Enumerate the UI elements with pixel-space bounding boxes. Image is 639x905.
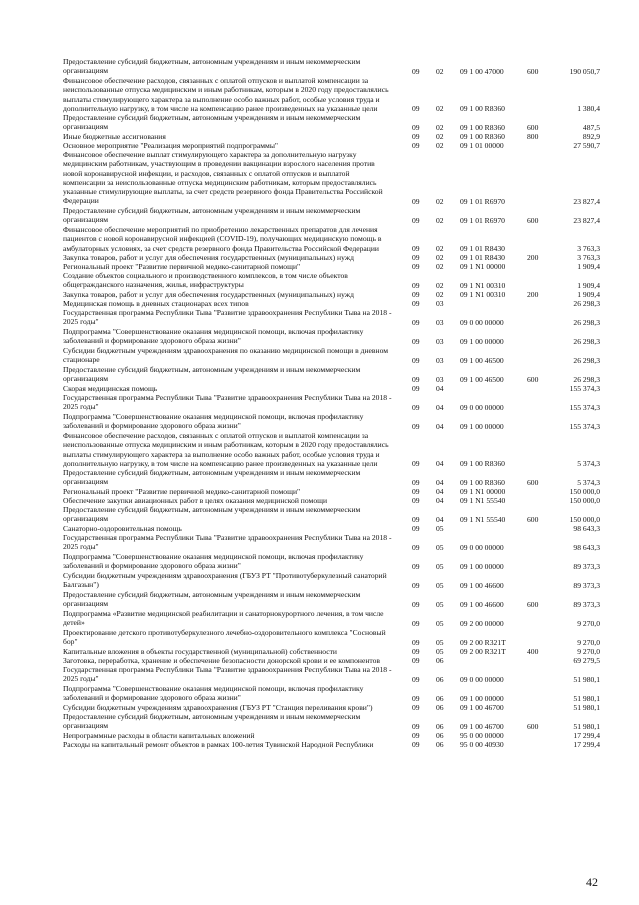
subsection-code: 05 bbox=[436, 637, 444, 647]
expense-name: Финансовое обеспечение выплат стимулирующего характера за дополнительную нагрузку медицинским работникам, участвующим в проведении вакцинации взрослого населения против новой коронавирусной инфекции, и расходов, связанных с оплатой отпусков и выплатой компенсации за неиспользованные отпуска медицинским работникам, которым предоставлялись указанные стимулирующие выплаты, за счет средств резервного фонда Правительства Российской Федерации bbox=[63, 150, 383, 206]
section-code: 09 bbox=[412, 131, 420, 141]
subsection-code: 05 bbox=[436, 580, 444, 590]
amount: 51 980,1 bbox=[573, 674, 600, 684]
expense-name: Финансовое обеспечение мероприятий по приобретению лекарственных препаратов для лечения пациентов с новой коронавирусной инфекцией (COVID-19), получающих медицинскую помощь в амбулаторных условиях, за счет средств резервного фонда Правительства Российской Федерации bbox=[63, 225, 382, 253]
section-code: 09 bbox=[412, 542, 420, 552]
expense-name: Предоставление субсидий бюджетным, автономным учреждениям и иным некоммерческим организациям bbox=[63, 712, 361, 731]
subsection-code: 03 bbox=[436, 317, 444, 327]
subsection-code: 05 bbox=[436, 561, 444, 571]
subsection-code: 06 bbox=[436, 674, 444, 684]
section-code: 09 bbox=[412, 702, 420, 712]
table-row bbox=[0, 571, 639, 590]
target-article-code: 09 1 N1 00310 bbox=[460, 280, 506, 290]
section-code: 09 bbox=[412, 421, 420, 431]
amount: 89 373,3 bbox=[573, 580, 600, 590]
expense-name: Предоставление субсидий бюджетным, автономным учреждениям и иным некоммерческим организациям bbox=[63, 468, 361, 487]
table-row bbox=[0, 712, 639, 731]
section-code: 09 bbox=[412, 637, 420, 647]
expense-name: Предоставление субсидий бюджетным, автономным учреждениям и иным некоммерческим организациям bbox=[63, 365, 361, 384]
table-row bbox=[0, 505, 639, 524]
amount: 150 000,0 bbox=[569, 495, 600, 505]
table-row bbox=[0, 76, 639, 113]
expense-name: Государственная программа Республики Тыва "Развитие здравоохранения Республики Тыва на 2018 - 2025 годы" bbox=[63, 308, 392, 327]
target-article-code: 09 1 00 R8360 bbox=[460, 122, 505, 132]
amount: 51 980,1 bbox=[573, 721, 600, 731]
expense-type-code: 600 bbox=[527, 477, 539, 487]
target-article-code: 09 1 00 R8360 bbox=[460, 131, 505, 141]
expense-name: Иные бюджетные ассигнования bbox=[63, 132, 166, 141]
expense-name: Государственная программа Республики Тыва "Развитие здравоохранения Республики Тыва на 2018 - 2025 годы" bbox=[63, 533, 392, 552]
subsection-code: 02 bbox=[436, 140, 444, 150]
table-row bbox=[0, 609, 639, 628]
target-article-code: 09 1 01 R8430 bbox=[460, 252, 505, 262]
target-article-code: 09 1 00 00000 bbox=[460, 336, 504, 346]
table-row bbox=[0, 647, 639, 656]
expense-name: Подпрограмма "Совершенствование оказания медицинской помощи, включая профилактику заболеваний и формирование здорового образа жизни" bbox=[63, 552, 364, 571]
expense-type-code: 200 bbox=[527, 289, 539, 299]
table-row bbox=[0, 141, 639, 150]
subsection-code: 04 bbox=[436, 402, 444, 412]
table-row bbox=[0, 487, 639, 496]
target-article-code: 09 1 00 46700 bbox=[460, 721, 504, 731]
table-row bbox=[0, 468, 639, 487]
section-code: 09 bbox=[412, 140, 420, 150]
expense-type-code: 600 bbox=[527, 721, 539, 731]
section-code: 09 bbox=[412, 739, 420, 749]
table-row bbox=[0, 740, 639, 749]
expense-type-code: 600 bbox=[527, 374, 539, 384]
section-code: 09 bbox=[412, 383, 420, 393]
expense-type-code: 800 bbox=[527, 131, 539, 141]
section-code: 09 bbox=[412, 458, 420, 468]
table-row bbox=[0, 132, 639, 141]
amount: 23 827,4 bbox=[573, 196, 600, 206]
expense-name: Капитальные вложения в объекты государственной (муниципальной) собственности bbox=[63, 647, 337, 656]
section-code: 09 bbox=[412, 289, 420, 299]
target-article-code: 09 1 00 46500 bbox=[460, 355, 504, 365]
amount: 9 270,0 bbox=[577, 618, 600, 628]
target-article-code: 09 1 01 R8430 bbox=[460, 243, 505, 253]
section-code: 09 bbox=[412, 693, 420, 703]
amount: 190 050,7 bbox=[569, 66, 600, 76]
subsection-code: 02 bbox=[436, 122, 444, 132]
target-article-code: 09 0 00 00000 bbox=[460, 542, 504, 552]
table-row bbox=[0, 327, 639, 346]
amount: 51 980,1 bbox=[573, 693, 600, 703]
section-code: 09 bbox=[412, 561, 420, 571]
table-row bbox=[0, 393, 639, 412]
expense-name: Финансовое обеспечение расходов, связанных с оплатой отпусков и выплатой компенсации за неиспользованные отпуска медицинским и иным работникам, которым в 2020 году предоставлялись выплаты стимулирующего характера за выполнение особо важных работ, особые условия труда и дополнительную нагрузку, в том числе на компенсацию ранее произведенных на указанные цели bbox=[63, 431, 389, 468]
expense-name: Обеспечение закупки авиационных работ в целях оказания медицинской помощи bbox=[63, 496, 328, 505]
table-row bbox=[0, 412, 639, 431]
section-code: 09 bbox=[412, 486, 420, 496]
amount: 98 643,3 bbox=[573, 542, 600, 552]
table-row bbox=[0, 365, 639, 384]
subsection-code: 04 bbox=[436, 383, 444, 393]
amount: 26 298,3 bbox=[573, 298, 600, 308]
table-row bbox=[0, 150, 639, 206]
amount: 17 299,4 bbox=[573, 730, 600, 740]
subsection-code: 02 bbox=[436, 196, 444, 206]
expense-name: Предоставление субсидий бюджетным, автономным учреждениям и иным некоммерческим организациям bbox=[63, 206, 361, 225]
expense-type-code: 200 bbox=[527, 252, 539, 262]
table-row bbox=[0, 308, 639, 327]
target-article-code: 09 2 00 00000 bbox=[460, 618, 504, 628]
amount: 51 980,1 bbox=[573, 702, 600, 712]
subsection-code: 04 bbox=[436, 421, 444, 431]
target-article-code: 09 1 N1 55540 bbox=[460, 514, 506, 524]
subsection-code: 02 bbox=[436, 243, 444, 253]
expense-name: Основное мероприятие "Реализация мероприятий подпрограммы" bbox=[63, 141, 279, 150]
table-row bbox=[0, 656, 639, 665]
amount: 155 374,3 bbox=[569, 383, 600, 393]
target-article-code: 09 0 00 00000 bbox=[460, 674, 504, 684]
subsection-code: 05 bbox=[436, 542, 444, 552]
expense-type-code: 600 bbox=[527, 122, 539, 132]
target-article-code: 95 0 00 40930 bbox=[460, 739, 504, 749]
section-code: 09 bbox=[412, 402, 420, 412]
subsection-code: 03 bbox=[436, 298, 444, 308]
section-code: 09 bbox=[412, 730, 420, 740]
amount: 69 279,5 bbox=[573, 655, 600, 665]
expense-name: Государственная программа Республики Тыва "Развитие здравоохранения Республики Тыва на 2018 - 2025 годы" bbox=[63, 665, 392, 684]
target-article-code: 09 1 01 R6970 bbox=[460, 215, 505, 225]
expense-name: Субсидии бюджетным учреждениям здравоохранения (ГБУЗ РТ "Станция переливания крови") bbox=[63, 703, 373, 712]
table-row bbox=[0, 552, 639, 571]
table-row bbox=[0, 431, 639, 468]
subsection-code: 02 bbox=[436, 252, 444, 262]
section-code: 09 bbox=[412, 196, 420, 206]
expense-name: Субсидии бюджетным учреждениям здравоохранения (ГБУЗ РТ "Противотуберкулезный санаторий Балгазын") bbox=[63, 571, 387, 590]
target-article-code: 09 1 N1 55540 bbox=[460, 495, 506, 505]
target-article-code: 09 1 00 R8360 bbox=[460, 103, 505, 113]
target-article-code: 09 2 00 R321T bbox=[460, 637, 506, 647]
expense-name: Санаторно-оздоровительная помощь bbox=[63, 524, 182, 533]
expense-name: Медицинская помощь в дневных стационарах всех типов bbox=[63, 299, 249, 308]
amount: 17 299,4 bbox=[573, 739, 600, 749]
table-row bbox=[0, 703, 639, 712]
section-code: 09 bbox=[412, 523, 420, 533]
section-code: 09 bbox=[412, 215, 420, 225]
amount: 5 374,3 bbox=[577, 477, 600, 487]
expense-name: Предоставление субсидий бюджетным, автономным учреждениям и иным некоммерческим организациям bbox=[63, 57, 361, 76]
amount: 27 590,7 bbox=[573, 140, 600, 150]
section-code: 09 bbox=[412, 317, 420, 327]
target-article-code: 09 0 00 00000 bbox=[460, 317, 504, 327]
amount: 155 374,3 bbox=[569, 402, 600, 412]
amount: 23 827,4 bbox=[573, 215, 600, 225]
expense-name: Финансовое обеспечение расходов, связанных с оплатой отпусков и выплатой компенсации за неиспользованные отпуска медицинским и иным работникам, которым в 2020 году предоставлялись выплаты стимулирующего характера за выполнение особо важных работ, особые условия труда и дополнительную нагрузку, в том числе на компенсацию ранее произведенных на указанные цели bbox=[63, 76, 389, 113]
amount: 1 380,4 bbox=[577, 103, 600, 113]
amount: 9 270,0 bbox=[577, 646, 600, 656]
expense-name: Подпрограмма "Совершенствование оказания медицинской помощи, включая профилактику заболеваний и формирование здорового образа жизни" bbox=[63, 327, 364, 346]
section-code: 09 bbox=[412, 374, 420, 384]
expense-type-code: 600 bbox=[527, 514, 539, 524]
target-article-code: 09 1 N1 00000 bbox=[460, 486, 506, 496]
amount: 487,5 bbox=[582, 122, 600, 132]
amount: 98 643,3 bbox=[573, 523, 600, 533]
target-article-code: 09 1 00 46600 bbox=[460, 599, 504, 609]
table-row bbox=[0, 731, 639, 740]
table-row bbox=[0, 253, 639, 262]
amount: 26 298,3 bbox=[573, 336, 600, 346]
table-row bbox=[0, 57, 639, 76]
table-row bbox=[0, 225, 639, 253]
table-row bbox=[0, 524, 639, 533]
subsection-code: 02 bbox=[436, 103, 444, 113]
section-code: 09 bbox=[412, 618, 420, 628]
section-code: 09 bbox=[412, 674, 420, 684]
section-code: 09 bbox=[412, 336, 420, 346]
section-code: 09 bbox=[412, 280, 420, 290]
subsection-code: 06 bbox=[436, 655, 444, 665]
target-article-code: 09 1 00 R8360 bbox=[460, 477, 505, 487]
section-code: 09 bbox=[412, 252, 420, 262]
amount: 150 000,0 bbox=[569, 486, 600, 496]
expense-name: Государственная программа Республики Тыва "Развитие здравоохранения Республики Тыва на 2018 - 2025 годы" bbox=[63, 393, 392, 412]
subsection-code: 02 bbox=[436, 280, 444, 290]
subsection-code: 02 bbox=[436, 215, 444, 225]
subsection-code: 06 bbox=[436, 721, 444, 731]
table-row bbox=[0, 533, 639, 552]
expense-name: Региональный проект "Развитие первичной медико-санитарной помощи" bbox=[63, 487, 301, 496]
section-code: 09 bbox=[412, 514, 420, 524]
table-row bbox=[0, 665, 639, 684]
table-row bbox=[0, 262, 639, 271]
table-row bbox=[0, 113, 639, 132]
subsection-code: 06 bbox=[436, 702, 444, 712]
amount: 26 298,3 bbox=[573, 317, 600, 327]
subsection-code: 02 bbox=[436, 289, 444, 299]
section-code: 09 bbox=[412, 580, 420, 590]
amount: 9 270,0 bbox=[577, 637, 600, 647]
table-row bbox=[0, 684, 639, 703]
table-row bbox=[0, 299, 639, 308]
amount: 892,9 bbox=[582, 131, 600, 141]
section-code: 09 bbox=[412, 477, 420, 487]
expense-type-code: 400 bbox=[527, 646, 539, 656]
target-article-code: 09 2 00 R321T bbox=[460, 646, 506, 656]
expense-name: Предоставление субсидий бюджетным, автономным учреждениям и иным некоммерческим организациям bbox=[63, 590, 361, 609]
subsection-code: 06 bbox=[436, 739, 444, 749]
section-code: 09 bbox=[412, 599, 420, 609]
section-code: 09 bbox=[412, 122, 420, 132]
target-article-code: 09 1 00 00000 bbox=[460, 561, 504, 571]
expense-name: Скорая медицинская помощь bbox=[63, 384, 158, 393]
expense-name: Предоставление субсидий бюджетным, автономным учреждениям и иным некоммерческим организациям bbox=[63, 505, 361, 524]
expense-name: Заготовка, переработка, хранение и обеспечение безопасности донорской крови и ее компонентов bbox=[63, 656, 380, 665]
target-article-code: 09 1 00 46500 bbox=[460, 374, 504, 384]
amount: 89 373,3 bbox=[573, 561, 600, 571]
page-number: 42 bbox=[586, 875, 598, 889]
table-row bbox=[0, 346, 639, 365]
subsection-code: 03 bbox=[436, 355, 444, 365]
amount: 26 298,3 bbox=[573, 355, 600, 365]
section-code: 09 bbox=[412, 66, 420, 76]
target-article-code: 09 1 00 46700 bbox=[460, 702, 504, 712]
expense-name: Предоставление субсидий бюджетным, автономным учреждениям и иным некоммерческим организациям bbox=[63, 113, 361, 132]
table-row bbox=[0, 628, 639, 647]
amount: 3 763,3 bbox=[577, 252, 600, 262]
target-article-code: 09 1 01 00000 bbox=[460, 140, 504, 150]
table-row bbox=[0, 384, 639, 393]
target-article-code: 09 1 N1 00000 bbox=[460, 261, 506, 271]
expense-name: Подпрограмма «Развитие медицинской реабилитации и санаторнокурортного лечения, в том числе детей» bbox=[63, 609, 384, 628]
subsection-code: 02 bbox=[436, 261, 444, 271]
target-article-code: 09 1 00 46600 bbox=[460, 580, 504, 590]
expense-name: Закупка товаров, работ и услуг для обеспечения государственных (муниципальных) нужд bbox=[63, 253, 354, 262]
target-article-code: 09 1 00 00000 bbox=[460, 421, 504, 431]
subsection-code: 04 bbox=[436, 477, 444, 487]
table-row bbox=[0, 206, 639, 225]
expense-type-code: 600 bbox=[527, 215, 539, 225]
target-article-code: 09 1 N1 00310 bbox=[460, 289, 506, 299]
subsection-code: 06 bbox=[436, 730, 444, 740]
target-article-code: 95 0 00 00000 bbox=[460, 730, 504, 740]
subsection-code: 05 bbox=[436, 599, 444, 609]
subsection-code: 05 bbox=[436, 523, 444, 533]
amount: 150 000,0 bbox=[569, 514, 600, 524]
expense-name: Субсидии бюджетным учреждениям здравоохранения по оказанию медицинской помощи в дневном стационаре bbox=[63, 346, 389, 365]
expense-type-code: 600 bbox=[527, 66, 539, 76]
expense-name: Проектирование детского противотуберкулезного лечебно-оздоровительного комплекса "Сосновый бор" bbox=[63, 628, 386, 647]
subsection-code: 04 bbox=[436, 514, 444, 524]
subsection-code: 02 bbox=[436, 66, 444, 76]
amount: 89 373,3 bbox=[573, 599, 600, 609]
amount: 155 374,3 bbox=[569, 421, 600, 431]
section-code: 09 bbox=[412, 655, 420, 665]
expense-name: Закупка товаров, работ и услуг для обеспечения государственных (муниципальных) нужд bbox=[63, 290, 354, 299]
expense-type-code: 600 bbox=[527, 599, 539, 609]
target-article-code: 09 1 00 00000 bbox=[460, 693, 504, 703]
amount: 5 374,3 bbox=[577, 458, 600, 468]
subsection-code: 04 bbox=[436, 458, 444, 468]
amount: 1 909,4 bbox=[577, 280, 600, 290]
subsection-code: 02 bbox=[436, 131, 444, 141]
section-code: 09 bbox=[412, 355, 420, 365]
target-article-code: 09 0 00 00000 bbox=[460, 402, 504, 412]
expense-name: Создание объектов социального и производственного комплексов, в том числе объектов общегражданского назначения, жилья, инфраструктуры bbox=[63, 271, 348, 290]
section-code: 09 bbox=[412, 495, 420, 505]
amount: 3 763,3 bbox=[577, 243, 600, 253]
amount: 1 909,4 bbox=[577, 289, 600, 299]
section-code: 09 bbox=[412, 298, 420, 308]
table-row bbox=[0, 271, 639, 290]
subsection-code: 04 bbox=[436, 495, 444, 505]
target-article-code: 09 1 00 47000 bbox=[460, 66, 504, 76]
target-article-code: 09 1 00 R8360 bbox=[460, 458, 505, 468]
section-code: 09 bbox=[412, 243, 420, 253]
section-code: 09 bbox=[412, 261, 420, 271]
amount: 26 298,3 bbox=[573, 374, 600, 384]
expense-name: Подпрограмма "Совершенствование оказания медицинской помощи, включая профилактику заболеваний и формирование здорового образа жизни" bbox=[63, 412, 364, 431]
section-code: 09 bbox=[412, 646, 420, 656]
section-code: 09 bbox=[412, 103, 420, 113]
subsection-code: 06 bbox=[436, 693, 444, 703]
expense-name: Региональный проект "Развитие первичной медико-санитарной помощи" bbox=[63, 262, 301, 271]
table-row bbox=[0, 290, 639, 299]
expense-name: Расходы на капитальный ремонт объектов в рамках 100-летия Тувинской Народной Республики bbox=[63, 740, 374, 749]
subsection-code: 05 bbox=[436, 646, 444, 656]
target-article-code: 09 1 01 R6970 bbox=[460, 196, 505, 206]
amount: 1 909,4 bbox=[577, 261, 600, 271]
table-row bbox=[0, 590, 639, 609]
section-code: 09 bbox=[412, 721, 420, 731]
table-row bbox=[0, 496, 639, 505]
expense-name: Непрограммные расходы в области капитальных вложений bbox=[63, 731, 255, 740]
subsection-code: 03 bbox=[436, 336, 444, 346]
subsection-code: 03 bbox=[436, 374, 444, 384]
subsection-code: 05 bbox=[436, 618, 444, 628]
expense-name: Подпрограмма "Совершенствование оказания медицинской помощи, включая профилактику заболеваний и формирование здорового образа жизни" bbox=[63, 684, 364, 703]
subsection-code: 04 bbox=[436, 486, 444, 496]
